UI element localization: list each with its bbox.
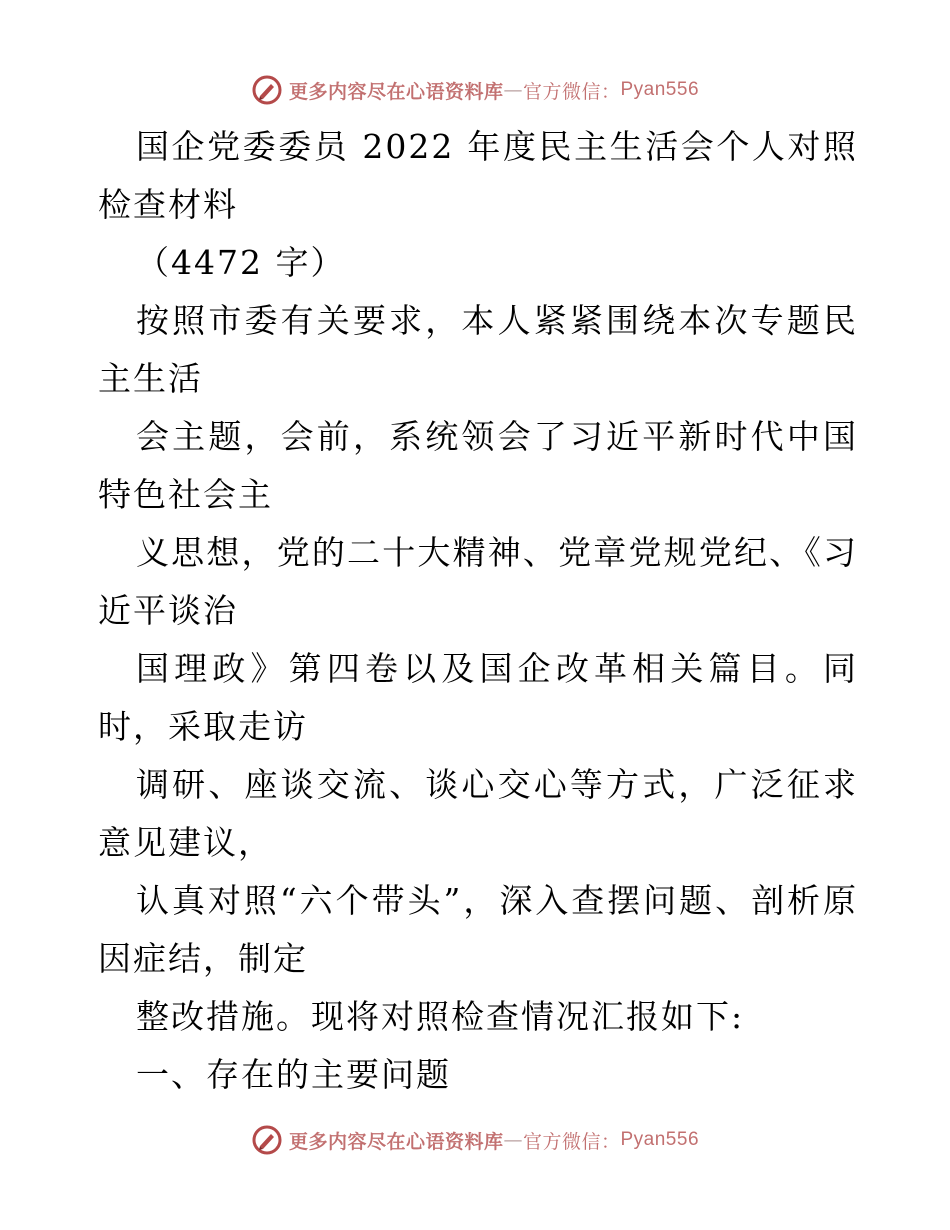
paragraph-line-7: 整改措施。现将对照检查情况汇报如下: — [136, 997, 745, 1036]
header-banner — [0, 70, 950, 110]
pen-logo-icon — [251, 74, 283, 106]
word-count: （4472 字） — [136, 243, 346, 282]
banner-dash: — — [503, 79, 523, 101]
banner-wechat-id: Pyan556 — [620, 1129, 700, 1150]
paragraph-line-3: 义思想，党的二十大精神、党章党规党纪、《习近平谈治 — [98, 533, 858, 630]
document-title: 国企党委委员 2022 年度民主生活会个人对照检查材料 — [98, 127, 858, 224]
footer-banner — [0, 1120, 950, 1160]
banner-main-text: 更多内容尽在心语资料库 — [288, 80, 504, 103]
paragraph-line-6: 认真对照“六个带头”，深入查摆问题、剖析原因症结，制定 — [98, 881, 858, 978]
banner-wechat-id: Pyan556 — [620, 79, 700, 100]
document-body — [98, 118, 858, 1104]
banner-main-text: 更多内容尽在心语资料库 — [288, 1130, 504, 1153]
section-heading: 一、存在的主要问题 — [136, 1055, 451, 1094]
banner-sub-text: 官方微信： — [522, 1130, 621, 1153]
banner-dash: — — [503, 1129, 523, 1151]
paragraph-line-1: 按照市委有关要求，本人紧紧围绕本次专题民主生活 — [98, 301, 858, 398]
pen-logo-icon — [251, 1124, 283, 1156]
paragraph-line-4: 国理政》第四卷以及国企改革相关篇目。同时，采取走访 — [98, 649, 858, 746]
paragraph-line-2: 会主题，会前，系统领会了习近平新时代中国特色社会主 — [98, 417, 858, 514]
paragraph-line-5: 调研、座谈交流、谈心交心等方式，广泛征求意见建议， — [98, 765, 858, 862]
banner-sub-text: 官方微信： — [522, 80, 621, 103]
